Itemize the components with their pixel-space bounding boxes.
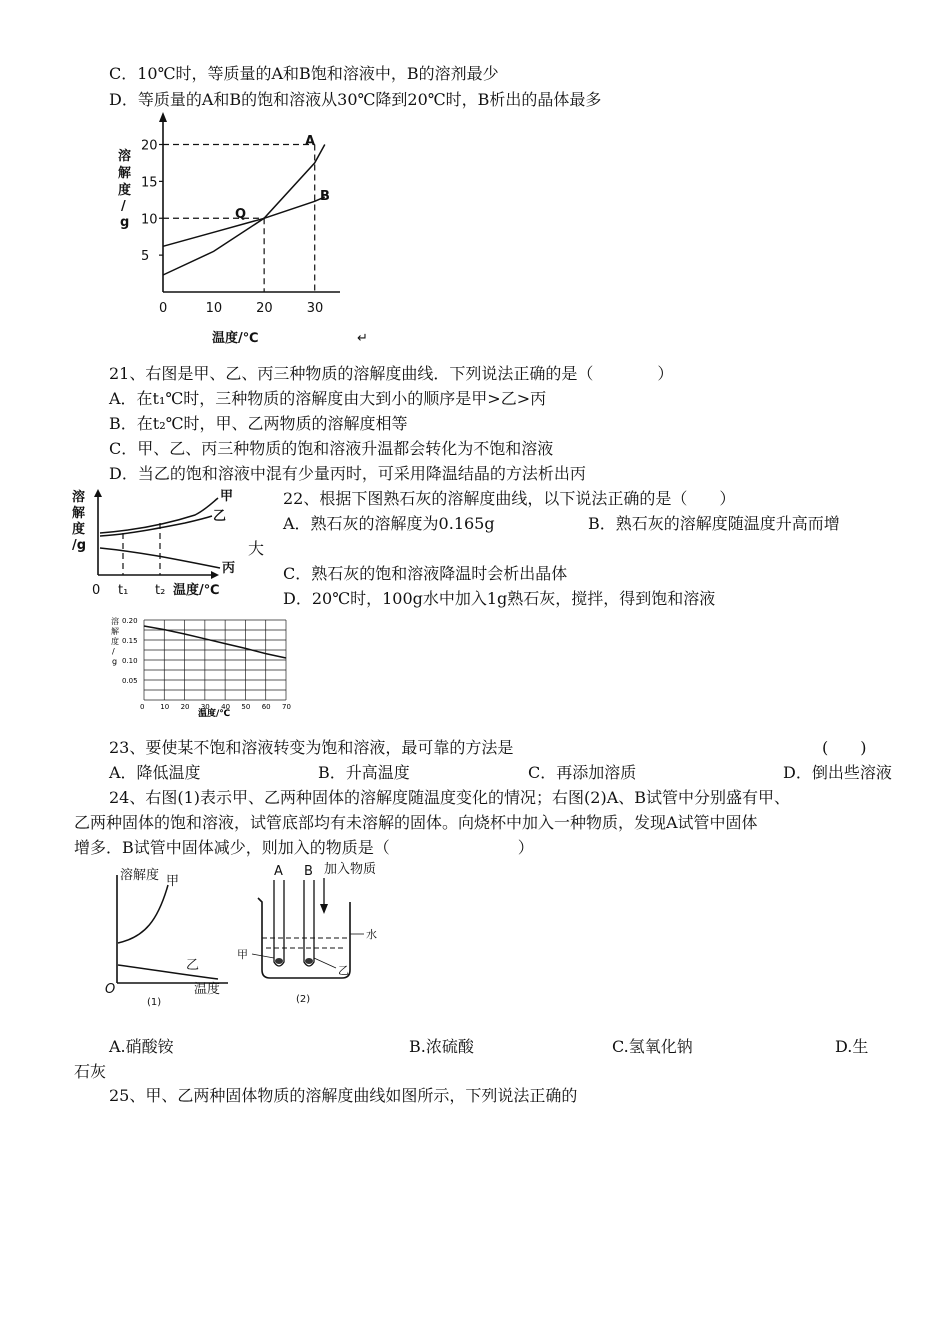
beaker-water-label: 水 — [366, 928, 377, 941]
fig24-ylabel: 溶解度 — [120, 868, 160, 883]
fig24-caption-2: (2) — [296, 994, 311, 1005]
x-tick-label: 0 — [140, 703, 145, 711]
fig24-jia-label: 甲 — [166, 874, 180, 889]
svg-text:溶: 溶 — [118, 149, 132, 164]
fig24-caption-1: (1) — [147, 997, 162, 1008]
tube-a-label: A — [274, 864, 283, 879]
yi-label: 乙 — [213, 509, 227, 524]
q24-option-a: A.硝酸铵 — [109, 1037, 174, 1056]
q24-stem-line1: 24、右图(1)表示甲、乙两种固体的溶解度随温度变化的情况；右图(2)A、B试管中分别盛有甲、 — [109, 788, 791, 807]
q24-stem-line3: 增多．B试管中固体减少，则加入的物质是（ ） — [74, 838, 534, 857]
svg-text:解: 解 — [72, 506, 86, 521]
svg-text:解: 解 — [118, 166, 132, 181]
svg-text:度: 度 — [72, 522, 86, 537]
q25-stem: 25、甲、乙两种固体物质的溶解度曲线如图所示，下列说法正确的 — [109, 1086, 578, 1105]
q23-option-c: C．再添加溶质 — [528, 763, 637, 782]
q23-stem: 23、要使某不饱和溶液转变为饱和溶液，最可靠的方法是 — [109, 738, 514, 757]
q21-option-c: C．甲、乙、丙三种物质的饱和溶液升温都会转化为不饱和溶液 — [109, 439, 554, 458]
chart2-x-t1: t₁ — [118, 583, 129, 598]
series-a-label: A — [305, 134, 316, 149]
x-tick-label: 10 — [160, 703, 170, 711]
chart2-x-t2: t₂ — [155, 583, 166, 598]
svg-text:g: g — [120, 215, 130, 230]
q24-option-d: D.生 — [835, 1037, 869, 1056]
svg-text:度: 度 — [118, 183, 132, 198]
beaker-jia-label: 甲 — [237, 948, 248, 961]
fig24-yi-label: 乙 — [186, 958, 200, 973]
q22-stem: 22、根据下图熟石灰的溶解度曲线，以下说法正确的是（ ） — [283, 489, 736, 508]
svg-text:度: 度 — [111, 637, 119, 646]
q22-option-c: C．熟石灰的饱和溶液降温时会析出晶体 — [283, 564, 568, 583]
chart2-xlabel: 温度/℃ — [173, 583, 220, 598]
q20-option-c: C．10℃时，等质量的A和B饱和溶液中，B的溶剂最少 — [109, 64, 499, 83]
slaked-lime-curve — [144, 626, 286, 658]
svg-text:/: / — [112, 647, 115, 656]
chart3-ylabel — [111, 616, 119, 666]
yi-curve-fig24 — [118, 965, 218, 979]
q24-option-c: C.氢氧化钠 — [612, 1037, 693, 1056]
slaked-lime-solubility-chart — [108, 612, 298, 722]
svg-text:溶: 溶 — [72, 490, 86, 505]
svg-text:g: g — [112, 657, 118, 666]
x-tick-label: 60 — [261, 703, 271, 711]
x-tick-label: 70 — [282, 703, 291, 711]
x-tick-label: 0 — [159, 301, 168, 316]
x-tick-label: 30 — [200, 703, 210, 711]
svg-text:/: / — [121, 199, 126, 214]
yi-curve — [100, 516, 212, 536]
q23-option-b: B．升高温度 — [318, 763, 410, 782]
chart2-x-origin: 0 — [92, 583, 101, 598]
q22-option-a: A．熟石灰的溶解度为0.165g — [283, 514, 495, 533]
q21-option-d: D．当乙的饱和溶液中混有少量丙时，可采用降温结晶的方法析出丙 — [109, 464, 586, 483]
q21-option-b: B．在t₂℃时，甲、乙两物质的溶解度相等 — [109, 414, 408, 433]
q23-paren: ( ) — [822, 738, 867, 757]
svg-text:解: 解 — [111, 627, 119, 636]
jia-curve-fig24 — [118, 885, 168, 943]
x-tick-label: 40 — [221, 703, 231, 711]
y-tick-label: 15 — [141, 175, 158, 191]
y-tick-label: 20 — [141, 138, 158, 154]
q23-option-d: D．倒出些溶液 — [783, 763, 892, 782]
chart2-ylabel — [72, 489, 86, 553]
x-tick-label: 50 — [241, 703, 251, 711]
series-b-label: B — [320, 189, 330, 204]
q24-solubility-figure — [100, 865, 240, 1010]
x-tick-label: 20 — [256, 301, 273, 316]
q24-option-b: B.浓硫酸 — [409, 1037, 474, 1056]
q21-stem: 21、右图是甲、乙、丙三种物质的溶解度曲线．下列说法正确的是（ ） — [109, 364, 674, 383]
y-tick-label: 10 — [141, 212, 158, 228]
solubility-chart-ab — [105, 110, 368, 350]
svg-text:溶: 溶 — [111, 617, 119, 626]
y-tick-label: 5 — [141, 249, 150, 265]
q24-beaker-figure — [232, 858, 402, 1010]
chart3-xlabel: 温度/℃ — [198, 709, 231, 719]
y-tick-label: 0.15 — [122, 637, 138, 645]
y-tick-label: 0.05 — [122, 677, 138, 685]
q22-option-b: B．熟石灰的溶解度随温度升高而增 — [588, 514, 840, 533]
bing-label: 丙 — [222, 561, 236, 576]
q20-option-d: D．等质量的A和B的饱和溶液从30℃降到20℃时，B析出的晶体最多 — [109, 90, 602, 109]
jia-label: 甲 — [220, 489, 234, 504]
chart1-xlabel: 温度/℃ — [212, 331, 259, 346]
intersection-q-label: Q — [235, 207, 247, 222]
fig24-xlabel: 温度 — [194, 982, 221, 997]
tube-b-label: B — [304, 864, 313, 879]
y-tick-label: 0.10 — [122, 657, 138, 665]
beaker-yi-label: 乙 — [338, 964, 349, 977]
q22-option-b-wrap: 大 — [248, 539, 265, 558]
fig24-origin: O — [105, 982, 116, 997]
solubility-chart-jia-yi-bing — [70, 488, 240, 603]
chart1-ylabel — [118, 148, 132, 230]
q22-option-d: D．20℃时，100g水中加入1g熟石灰，搅拌，得到饱和溶液 — [283, 589, 716, 608]
q24-stem-line2: 乙两种固体的饱和溶液，试管底部均有未溶解的固体。向烧杯中加入一种物质，发现A试管中固体 — [74, 813, 758, 832]
svg-text:/g: /g — [72, 538, 87, 553]
q21-option-a: A．在t₁℃时，三种物质的溶解度由大到小的顺序是甲>乙>丙 — [109, 389, 547, 408]
q23-option-a: A．降低温度 — [109, 763, 201, 782]
y-tick-label: 0.20 — [122, 617, 138, 625]
return-mark: ↵ — [357, 331, 368, 346]
x-tick-label: 10 — [205, 301, 223, 316]
x-tick-label: 20 — [180, 703, 190, 711]
add-substance-label: 加入物质 — [324, 862, 377, 877]
q24-option-d-wrap: 石灰 — [74, 1062, 107, 1081]
x-tick-label: 30 — [306, 301, 324, 316]
